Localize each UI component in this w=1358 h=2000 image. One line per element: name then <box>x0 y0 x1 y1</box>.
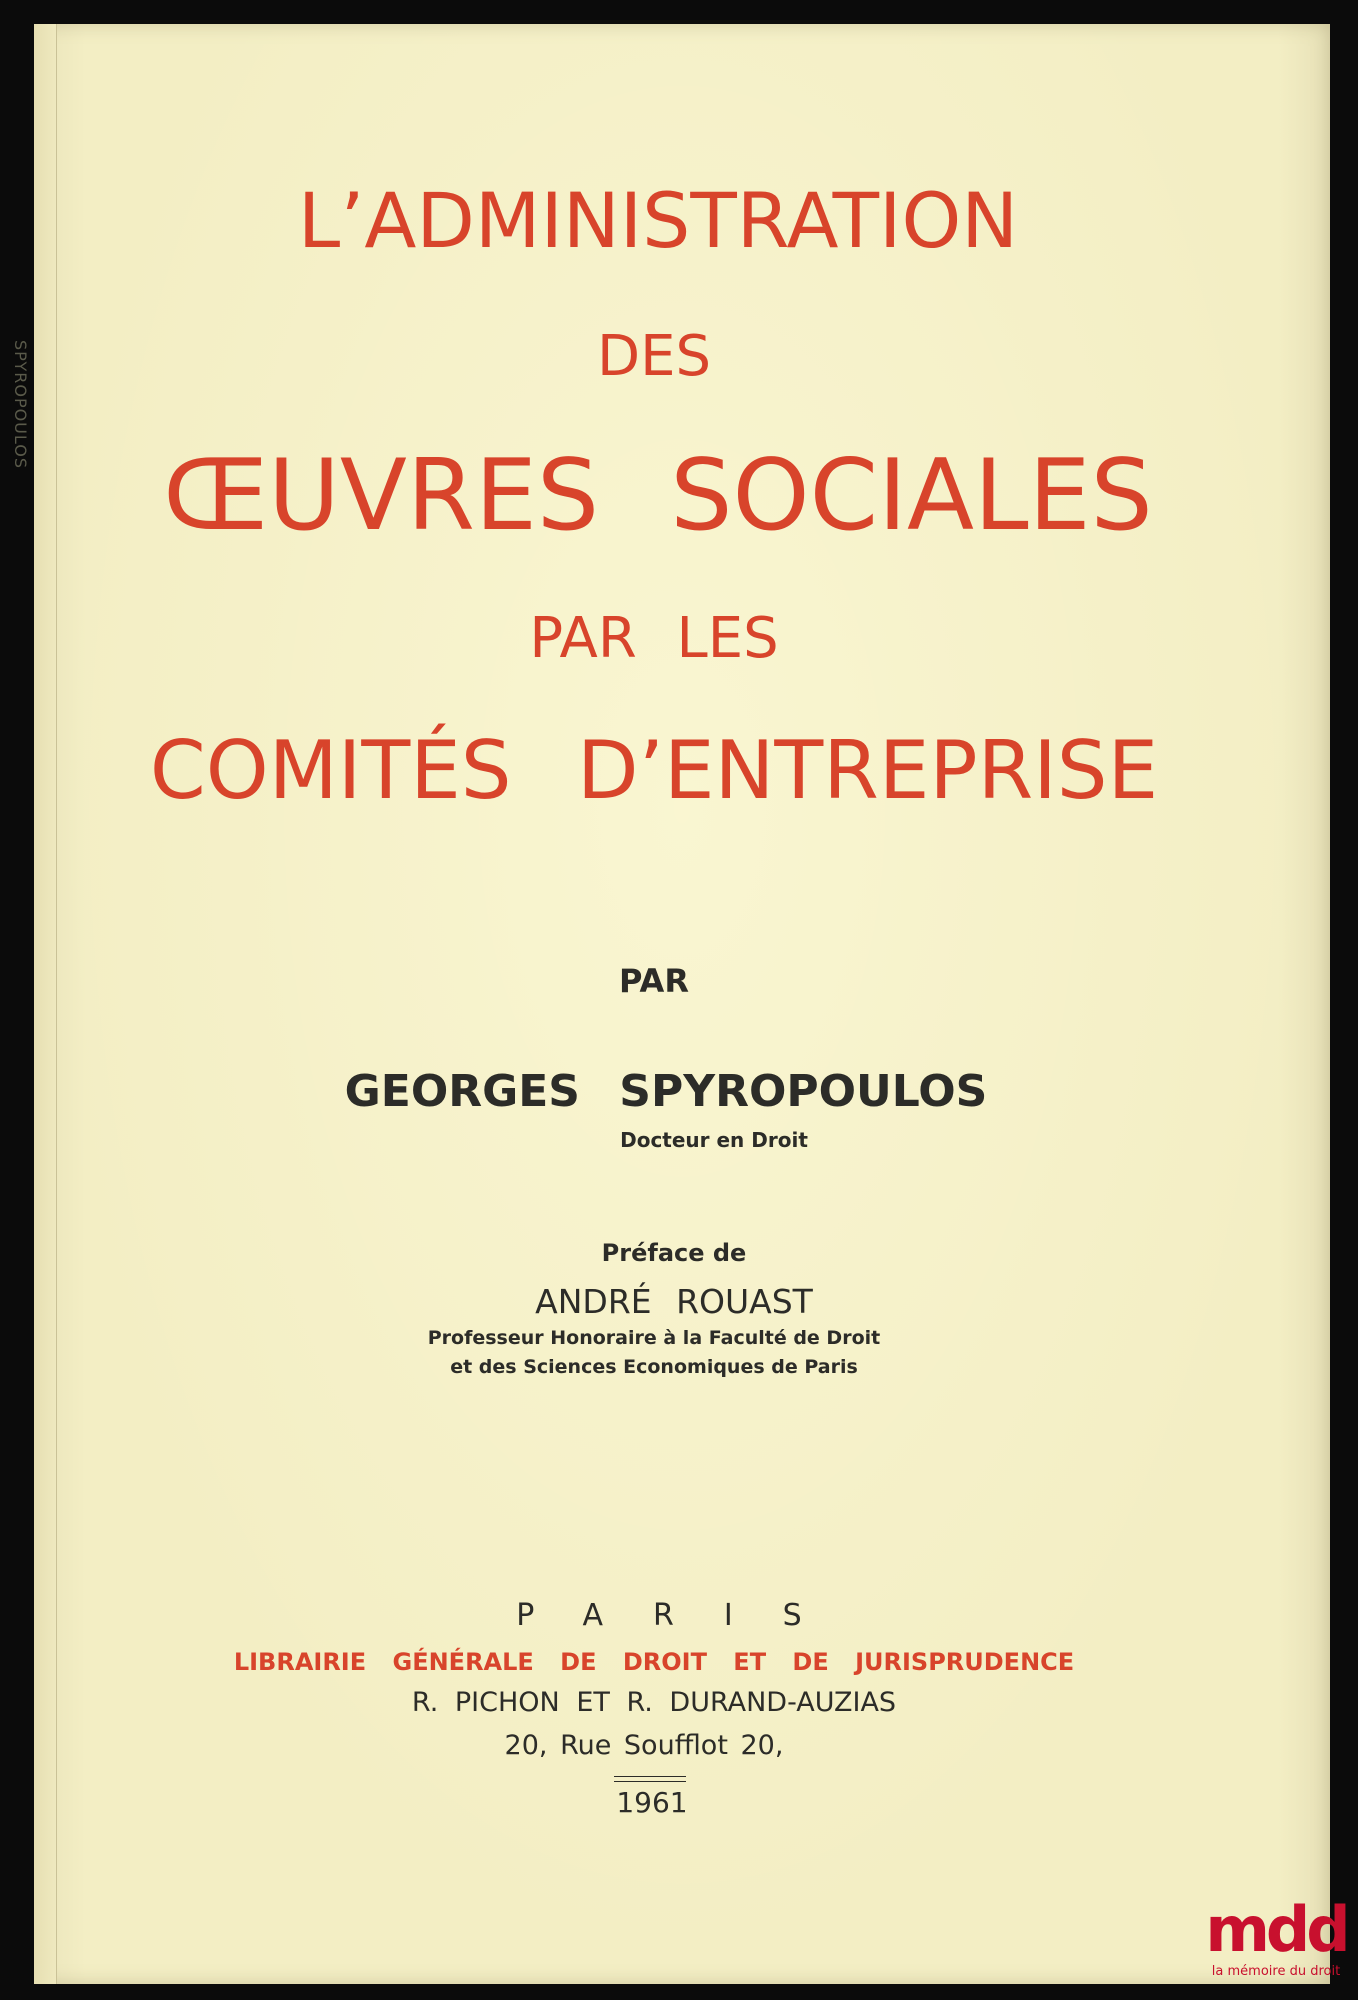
title-line-1: L’ADMINISTRATION <box>297 176 1019 265</box>
title-line-5: COMITÉS D’ENTREPRISE <box>149 724 1159 817</box>
by-label: PAR <box>619 962 689 1000</box>
publication-city: PARIS <box>516 1598 852 1633</box>
author-name: GEORGES SPYROPOULOS <box>344 1066 988 1117</box>
logo-tagline: la mémoire du droit <box>1211 1964 1341 1979</box>
preface-author-title-1: Professeur Honoraire à la Faculté de Droit <box>427 1327 881 1349</box>
preface-author-title-2: et des Sciences Economiques de Paris <box>450 1356 858 1378</box>
title-line-4: PAR LES <box>529 606 779 671</box>
publication-year: 1961 <box>616 1786 688 1819</box>
spine-text: SPYROPOULOS <box>11 340 30 469</box>
publisher-address: 20, Rue Soufflot 20, <box>504 1730 784 1761</box>
author-title: Docteur en Droit <box>620 1128 808 1152</box>
publisher-name: LIBRAIRIE GÉNÉRALE DE DROIT ET DE JURISPRUDENCE <box>233 1648 1075 1676</box>
printers-line: R. PICHON ET R. DURAND-AUZIAS <box>411 1687 897 1718</box>
divider-rule <box>614 1776 686 1782</box>
mdd-logo <box>1196 1893 1356 2000</box>
title-line-3: ŒUVRES SOCIALES <box>163 439 1153 553</box>
title-line-2: DES <box>596 324 712 389</box>
preface-author: ANDRÉ ROUAST <box>535 1282 813 1321</box>
logo-mark: mdd <box>1205 1893 1347 1966</box>
preface-label: Préface de <box>601 1239 747 1267</box>
spine-edge <box>34 24 57 1984</box>
book-cover <box>34 24 1330 1984</box>
